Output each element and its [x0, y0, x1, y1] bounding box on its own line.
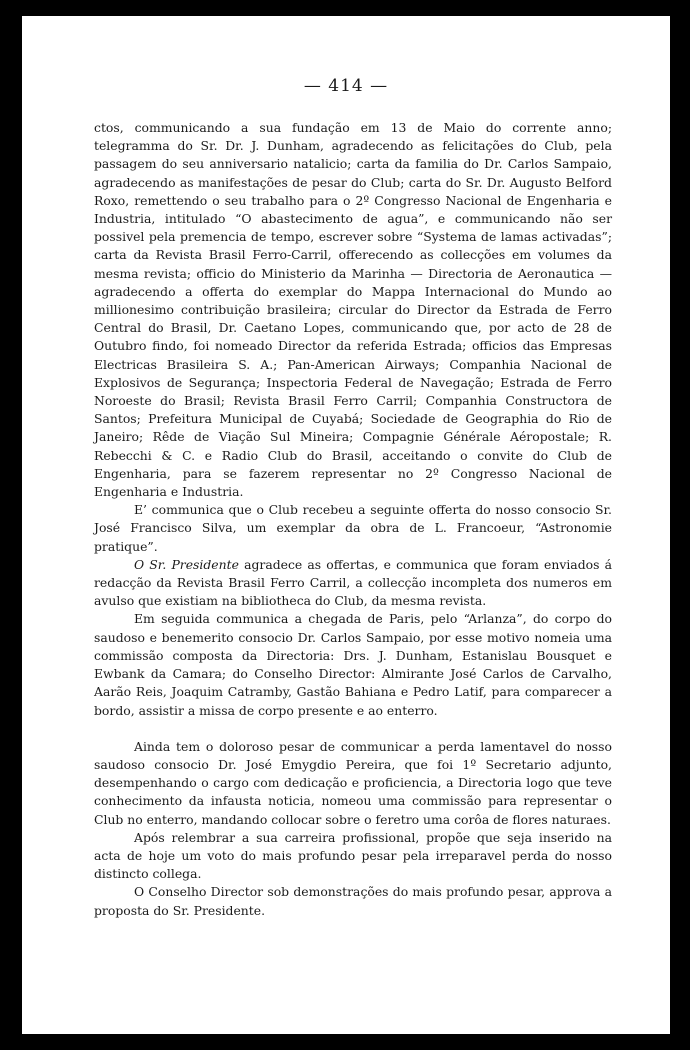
paragraph-vote-proposal: Após relembrar a sua carreira profissional, propõe que seja inserido na acta de hoje um voto do mais profundo pesar pela irreparavel perda do nosso distincto collega.: [94, 829, 612, 882]
paragraph-offer: E’ communica que o Club recebeu a seguinte offerta do nosso consocio Sr. José Francisco Silva, um exemplar da obra de L. Francoeur, “Astronomie pratique”.: [94, 502, 612, 554]
paragraph-condolence: Ainda tem o doloroso pesar de communicar a perda lamentavel do nosso saudoso consocio Dr. José Emygdio Pereira, que foi 1º Secretario adjunto, desempenhando o cargo com dedicação e proficiencia, a Directoria logo que teve conhecimento da infausta noticia, nomeou uma commissão para representar o Club no enterro, mandando collocar sobre o feretro uma corôa de flores naturaes.: [94, 738, 612, 827]
paragraph-approval: O Conselho Director sob demonstrações do mais profundo pesar, approva a proposta do Sr. Presidente.: [94, 884, 612, 918]
body-text: [94, 119, 612, 920]
paragraph-correspondence: ctos, communicando a sua fundação em 13 de Maio do corrente anno; telegramma do Sr. Dr. J. Dunham, agradecendo as felicitações do Club, pela passagem do seu anniversario natalicio; carta da familia do Dr. Carlos Sampaio, agradecendo as manifestações de pesar do Club; carta do Sr. Dr. Augusto Belford Roxo, remettendo o seu trabalho para o 2º Congresso Nacional de Engenharia e Industria, intitulado “O abastecimento de agua”, e communicando não ser possivel pela premencia de tempo, escrever sobre “Systema de lamas activadas”; carta da Revista Brasil Ferro-Carril, offerecendo as collecções em volumes da mesma revista; officio do Ministerio da Marinha — Directoria de Aeronautica — agradecendo a offerta do exemplar do Mappa Internacional do Mundo ao millionesimo contribuição brasileira; circular do Director da Estrada de Ferro Central do Brasil, Dr. Caetano Lopes, communicando que, por acto de 28 de Outubro findo, foi nomeado Director da referida Estrada; officios das Empresas Electricas Brasileira S. A.; Pan-American Airways; Companhia Nacional de Explosivos de Segurança; Inspectoria Federal de Navegação; Estrada de Ferro Noroeste do Brasil; Revista Brasil Ferro Carril; Companhia Constructora de Santos; Prefeitura Municipal de Cuyabá; Sociedade de Geographia do Rio de Janeiro; Rêde de Viação Sul Mineira; Compagnie Générale Aéropostale; R. Rebecchi & C. e Radio Club do Brasil, acceitando o convite do Club de Engenharia, para se fazerem representar no 2º Congresso Nacional de Engenharia e Industria.: [94, 120, 612, 500]
paragraph-arlanza: Em seguida communica a chegada de Paris, pelo “Arlanza”, do corpo do saudoso e benemerito consocio Dr. Carlos Sampaio, por esse motivo nomeia uma commissão composta da Directoria: Drs. J. Dunham, Estanislau Bousquet e Ewbank da Camara; do Conselho Director: Almirante José Carlos de Carvalho, Aarão Reis, Joaquim Catramby, Gastão Bahiana e Pedro Latif, para comparecer a bordo, assistir a missa de corpo presente e ao enterro.: [94, 611, 612, 718]
paragraph-president-thanks: [94, 556, 612, 611]
page-number: — 414 —: [303, 76, 389, 96]
president-thanks-text: agradece as offertas, e communica que foram enviados á redacção da Revista Brasil Ferro Carril, a collecção incompleta dos numeros em avulso que existiam na bibliotheca do Club, da mesma revista.: [94, 556, 612, 609]
document-page: [22, 16, 670, 1034]
president-lead: O Sr. Presidente: [134, 556, 239, 572]
